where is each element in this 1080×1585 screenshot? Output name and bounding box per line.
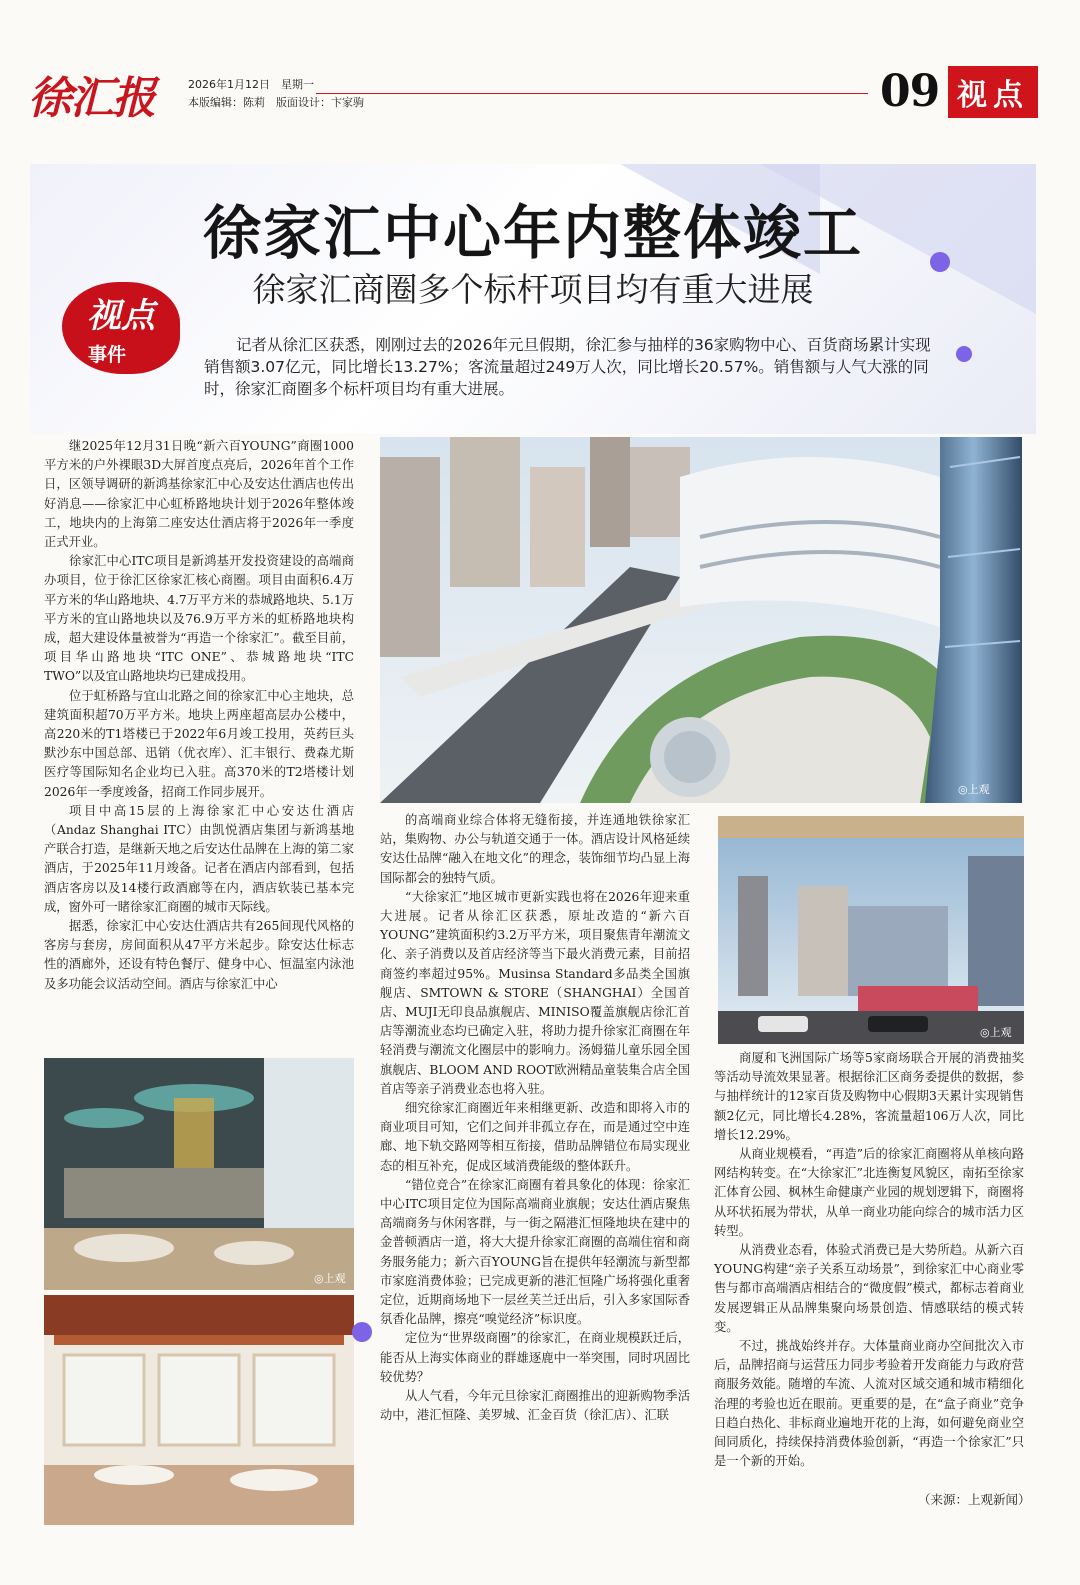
editor-credits: 本版编辑：陈莉 版面设计：卞家驹 (188, 96, 364, 109)
article-column-3 (714, 1049, 1024, 1471)
article-paragraph: 不过，挑战始终并存。大体量商业商办空间批次入市后，品牌招商与运营压力同步考验着开发商能力与政府营商服务效能。随增的车流、人流对区域交通和城市精细化治理的考验也近在眼前。更重要的是，在“盒子商业”竞争日趋白热化、非标商业遍地开花的上海，如何避免商业空间同质化，持续保持消费体验创新，“再造一个徐家汇”只是一个新的开始。 (714, 1339, 1024, 1469)
photo-watermark: ◎上观 (980, 1026, 1012, 1039)
interior-photo-restaurant (44, 1295, 354, 1525)
newspaper-logo: 徐汇报 (28, 73, 154, 124)
article-paragraph: 徐家汇中心ITC项目是新鸿基开发投资建设的高端商办项目，位于徐汇区徐家汇核心商圈。项目由面积6.4万平方米的华山路地块、4.7万平方米的恭城路地块、5.1万平方米的宜山路地块以及76.9万平方米的虹桥路地块构成，超大建设体量被誉为“再造一个徐家汇”。截至目前，项目华山路地块“ITC ONE”、恭城路地块“ITC TWO”以及宜山路地块均已建成投用。 (44, 554, 354, 684)
decor-dot (930, 252, 950, 272)
photo-watermark: ◎上观 (958, 783, 990, 796)
lead-paragraph: 记者从徐汇区获悉，刚刚过去的2026年元旦假期，徐汇参与抽样的36家购物中心、百货商场累计实现销售额3.07亿元，同比增长13.27%；客流量超过249万人次，同比增长20.57%。销售额与人气大涨的同时，徐家汇商圈多个标杆项目均有重大进展。 (204, 336, 931, 398)
aerial-photo (380, 437, 1022, 803)
interior-photo-lounge-image (44, 1058, 354, 1290)
page-title: 徐家汇中心年内整体竣工 (202, 199, 863, 267)
article-column-2 (380, 811, 690, 1426)
article-paragraph: 项目中高15层的上海徐家汇中心安达仕酒店（Andaz Shanghai ITC）由凯悦酒店集团与新鸿基地产联合打造，是继新天地之后安达仕品牌在上海的第二家酒店，于2025年11月竣备。记者在酒店内部看到，包括酒店客房以及14楼行政酒廊等在内，酒店软装已基本完成，窗外可一睹徐家汇商圈的城市天际线。 (44, 803, 354, 914)
masthead-rule (316, 93, 868, 94)
article-paragraph: “错位竞合”在徐家汇商圈有着具象化的体现：徐家汇中心ITC项目定位为国际高端商业旗舰；安达仕酒店聚焦高端商务与休闲客群，与一街之隔港汇恒隆地块在建中的金普顿酒店一道，将大大提升徐家汇商圈的高端住宿和商务服务能力；新六百YOUNG旨在提供年轻潮流与新型都市家庭消费体验；已完成更新的港汇恒隆广场将强化重奢定位，近期商场地下一层丝芙兰迁出后，引入多家国际香氛香化品牌，擦亮“嗅觉经济”标识度。 (380, 1177, 690, 1327)
street-photo (718, 816, 1024, 1044)
article-paragraph: 据悉，徐家汇中心安达仕酒店共有265间现代风格的客房与套房，房间面积从47平方米起步。除安达仕标志性的酒廊外，还设有特色餐厅、健身中心、恒温室内泳池及多功能会议活动空间。酒店与徐家汇中心 (44, 919, 354, 991)
interior-photo-lounge (44, 1058, 354, 1290)
decor-dot (956, 346, 972, 362)
article-column-1 (44, 437, 354, 994)
aerial-photo-image (380, 437, 1022, 803)
column-stamp (62, 282, 180, 374)
page-number: 09 (880, 66, 940, 117)
article-paragraph: 商厦和飞洲国际广场等5家商场联合开展的消费抽奖等活动导流效果显著。根据徐汇区商务委提供的数据，参与抽样统计的12家百货及购物中心假期3天累计实现销售额2亿元，同比增长4.28%，客流量超106万人次，同比增长12.29%。 (714, 1051, 1024, 1142)
street-photo-image (718, 816, 1024, 1044)
decor-dot (352, 1322, 372, 1342)
issue-date: 2026年1月12日 星期一 (188, 78, 314, 91)
section-label: 视点 (948, 66, 1038, 118)
article-source: （来源：上观新闻） (918, 1492, 1031, 1507)
stamp-subtext: 事件 (88, 344, 127, 366)
article-paragraph: 从人气看，今年元旦徐家汇商圈推出的迎新购物季活动中，港汇恒隆、美罗城、汇金百货（徐汇店）、汇联 (380, 1389, 690, 1423)
article-paragraph: 细究徐家汇商圈近年来相继更新、改造和即将入市的商业项目可知，它们之间并非孤立存在，而是通过空中连廊、地下轨交路网等相互衔接，借助品牌错位布局实现业态的相互补充，促成区域消费能级的整体跃升。 (380, 1101, 690, 1173)
article-paragraph: 从商业规模看，“再造”后的徐家汇商圈将从单核向路网结构转变。在“大徐家汇”北连衡复风貌区，南拓至徐家汇体育公园、枫林生命健康产业园的规划逻辑下，商圈将从环状拓展为带状，从单一商业功能向综合的城市活力区转型。 (714, 1147, 1024, 1238)
article-paragraph: 定位为“世界级商圈”的徐家汇，在商业规模跃迁后，能否从上海实体商业的群雄逐鹿中一举突围，同时巩固比较优势？ (380, 1331, 690, 1384)
stamp-text: 视点 (87, 296, 155, 336)
article-paragraph: 位于虹桥路与宜山北路之间的徐家汇中心主地块，总建筑面积超70万平方米。地块上两座超高层办公楼中，高220米的T1塔楼已于2022年6月竣工投用，英药巨头默沙东中国总部、迅销（优衣库）、汇丰银行、费森尤斯医疗等国际知名企业均已入驻。高370米的T2塔楼计划2026年一季度竣备，招商工作同步展开。 (44, 688, 354, 799)
photo-watermark: ◎上观 (314, 1272, 346, 1285)
article-paragraph: 继2025年12月31日晚“新六百YOUNG”商圈1000平方米的户外裸眼3D大屏首度点亮后，2026年首个工作日，区领导调研的新鸿基徐家汇中心及安达仕酒店也传出好消息——徐家汇中心虹桥路地块计划于2026年整体竣工，地块内的上海第二座安达仕酒店将于2026年一季度正式开业。 (44, 439, 354, 550)
page-subtitle: 徐家汇商圈多个标杆项目均有重大进展 (252, 270, 814, 309)
article-paragraph: 的高端商业综合体将无缝衔接，并连通地铁徐家汇站，集购物、办公与轨道交通于一体。酒店设计风格延续安达仕品牌“融入在地文化”的理念，装饰细节均凸显上海国际都会的独特气质。 (380, 813, 690, 885)
article-paragraph: “大徐家汇”地区城市更新实践也将在2026年迎来重大进展。记者从徐汇区获悉，原址改造的“新六百YOUNG”建筑面积约3.2万平方米，项目聚焦青年潮流文化、亲子消费以及首店经济等当下最火消费元素，目前招商签约率超过95%。Musinsa Standard多品类全国旗舰店、SMTOWN & STORE（SHANGHAI）全国首店、MUJI无印良品旗舰店、MINISO覆盖旗舰店徐汇首店等潮流业态均已确定入驻，将助力提升徐家汇商圈在年轻消费与潮流文化圈层中的影响力。汤姆猫儿童乐园全国旗舰店、BLOOM AND ROOT欧洲精品童装集合店全国首店等亲子消费业态也将入驻。 (380, 889, 690, 1096)
interior-photo-restaurant-image (44, 1295, 354, 1525)
article-paragraph: 从消费业态看，体验式消费已是大势所趋。从新六百YOUNG构建“亲子关系互动场景”，到徐家汇中心商业零售与都市高端酒店相结合的“微度假”模式，都标志着商业发展逻辑正从品牌集聚向场景创造、情感联结的模式转变。 (714, 1243, 1024, 1334)
